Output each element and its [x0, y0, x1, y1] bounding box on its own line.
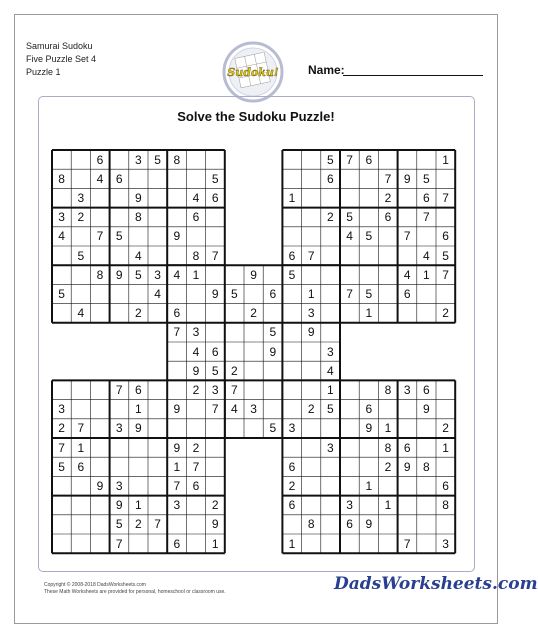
cell-given: 2: [327, 210, 334, 225]
cell-given: 3: [288, 421, 296, 436]
cell-given: 1: [442, 440, 449, 455]
cell-given: 6: [423, 190, 430, 205]
cell-given: 4: [192, 344, 200, 359]
cell-given: 7: [173, 325, 181, 340]
cell-given: 6: [192, 478, 200, 493]
cell-given: 2: [288, 478, 296, 493]
cell-given: 8: [307, 517, 315, 532]
cell-given: 6: [77, 459, 85, 474]
cell-given: 3: [442, 536, 449, 551]
cell-given: 5: [58, 286, 65, 301]
cell-given: 4: [346, 229, 353, 244]
cell-given: 1: [307, 286, 315, 301]
cell-given: 8: [192, 248, 200, 263]
cell-given: 6: [173, 536, 181, 551]
cell-given: 7: [211, 248, 219, 263]
cell-given: 1: [173, 459, 181, 474]
cell-given: 5: [423, 171, 430, 186]
cell-given: 7: [192, 459, 200, 474]
cell-given: 7: [115, 536, 123, 551]
cell-given: 9: [135, 190, 142, 205]
cell-given: 1: [192, 267, 200, 282]
cell-given: 7: [403, 536, 411, 551]
cell-given: 4: [423, 248, 430, 263]
cell-given: 3: [192, 325, 200, 340]
cell-given: 6: [173, 306, 181, 321]
cell-given: 2: [58, 421, 65, 436]
cell-given: 2: [211, 498, 219, 513]
cell-given: 9: [403, 459, 411, 474]
cell-given: 6: [365, 152, 373, 167]
cell-given: 4: [192, 190, 200, 205]
cell-given: 2: [250, 306, 257, 321]
cell-given: 6: [288, 498, 296, 513]
cell-given: 1: [135, 498, 142, 513]
cell-given: 6: [442, 229, 449, 244]
cell-given: 8: [384, 440, 392, 455]
cell-given: 2: [77, 210, 85, 225]
cell-given: 5: [269, 325, 277, 340]
instruction-heading: Solve the Sudoku Puzzle!: [177, 109, 335, 124]
cell-given: 2: [442, 306, 449, 321]
cell-given: 1: [423, 267, 430, 282]
cell-given: 3: [403, 382, 411, 397]
cell-given: 1: [288, 190, 296, 205]
cell-given: 9: [135, 421, 142, 436]
cell-given: 7: [307, 248, 315, 263]
cell-given: 3: [135, 152, 142, 167]
cell-given: 6: [269, 286, 277, 301]
cell-given: 9: [173, 229, 181, 244]
cell-given: 6: [288, 459, 296, 474]
cell-given: 6: [135, 382, 142, 397]
cell-given: 7: [423, 210, 430, 225]
cell-given: 3: [115, 478, 123, 493]
cell-given: 9: [250, 267, 257, 282]
cell-given: 8: [384, 382, 392, 397]
cell-given: 7: [346, 286, 353, 301]
cell-given: 4: [327, 363, 334, 378]
cell-given: 9: [269, 344, 277, 359]
cell-given: 3: [327, 440, 334, 455]
copyright-text: Copyright © 2008-2018 DadsWorksheets.com: [44, 582, 146, 588]
cell-given: 1: [77, 440, 85, 455]
puzzle-number: Puzzle 1: [26, 67, 61, 77]
cell-given: 5: [58, 459, 65, 474]
cell-given: 7: [231, 382, 238, 397]
worksheet-subtitle: Five Puzzle Set 4: [26, 54, 97, 64]
cell-given: 1: [211, 536, 219, 551]
name-label: Name:: [308, 63, 345, 77]
cell-given: 6: [403, 440, 411, 455]
cell-given: 7: [442, 190, 449, 205]
cell-given: 3: [211, 382, 219, 397]
cell-given: 5: [77, 248, 85, 263]
cell-given: 7: [173, 478, 181, 493]
cell-given: 2: [135, 517, 142, 532]
cell-given: 5: [327, 152, 334, 167]
cell-given: 5: [211, 363, 219, 378]
cell-given: 2: [442, 421, 449, 436]
cell-given: 2: [192, 440, 200, 455]
cell-given: 5: [365, 229, 373, 244]
cell-given: 8: [135, 210, 142, 225]
cell-given: 9: [96, 478, 104, 493]
cell-given: 5: [442, 248, 449, 263]
cell-given: 5: [288, 267, 296, 282]
cell-given: 2: [384, 459, 392, 474]
cell-given: 4: [231, 402, 238, 417]
cell-given: 5: [346, 210, 353, 225]
cell-given: 6: [96, 152, 104, 167]
brand-logo: DadsWorksheets.com: [334, 574, 538, 594]
cell-given: 7: [154, 517, 161, 532]
cell-given: 6: [365, 402, 373, 417]
cell-given: 9: [173, 440, 181, 455]
cell-given: 3: [58, 210, 65, 225]
cell-given: 3: [173, 498, 181, 513]
cell-given: 9: [423, 402, 430, 417]
cell-given: 3: [250, 402, 257, 417]
cell-given: 7: [403, 229, 411, 244]
cell-given: 4: [403, 267, 411, 282]
cell-given: 6: [423, 382, 430, 397]
cell-given: 9: [192, 363, 200, 378]
cell-given: 5: [135, 267, 142, 282]
cell-given: 6: [192, 210, 200, 225]
cell-given: 6: [442, 478, 449, 493]
cell-given: 1: [384, 498, 392, 513]
cell-given: 6: [327, 171, 334, 186]
cell-given: 4: [135, 248, 142, 263]
cell-given: 5: [365, 286, 373, 301]
cell-given: 9: [307, 325, 315, 340]
cell-given: 9: [115, 498, 123, 513]
worksheet-title: Samurai Sudoku: [26, 41, 93, 51]
cell-given: 1: [365, 306, 373, 321]
cell-given: 2: [231, 363, 238, 378]
cell-given: 6: [211, 190, 219, 205]
cell-given: 1: [442, 152, 449, 167]
cell-given: 2: [384, 190, 392, 205]
cell-given: 1: [384, 421, 392, 436]
cell-given: 5: [115, 229, 123, 244]
cell-given: 7: [96, 229, 104, 244]
cell-given: 9: [365, 517, 373, 532]
cell-given: 2: [192, 382, 200, 397]
cell-given: 4: [96, 171, 104, 186]
cell-given: 9: [403, 171, 411, 186]
cell-given: 4: [173, 267, 181, 282]
cell-given: 2: [135, 306, 142, 321]
cell-given: 3: [327, 344, 334, 359]
cell-given: 7: [115, 382, 123, 397]
cell-given: 9: [211, 517, 219, 532]
cell-given: 5: [154, 152, 161, 167]
cell-given: 7: [442, 267, 449, 282]
cell-given: 6: [211, 344, 219, 359]
cell-given: 9: [365, 421, 373, 436]
logo-text: Sudoku!: [227, 66, 279, 79]
cell-given: 6: [403, 286, 411, 301]
cell-given: 9: [211, 286, 219, 301]
cell-given: 7: [384, 171, 392, 186]
cell-given: 2: [307, 402, 315, 417]
cell-given: 3: [115, 421, 123, 436]
cell-given: 4: [154, 286, 161, 301]
cell-given: 8: [173, 152, 181, 167]
cell-given: 3: [154, 267, 161, 282]
cell-given: 6: [288, 248, 296, 263]
cell-given: 5: [115, 517, 123, 532]
cell-given: 6: [115, 171, 123, 186]
cell-given: 1: [365, 478, 373, 493]
cell-given: 4: [77, 306, 85, 321]
cell-given: 5: [327, 402, 334, 417]
cell-given: 1: [135, 402, 142, 417]
cell-given: 9: [173, 402, 181, 417]
cell-given: 8: [442, 498, 449, 513]
cell-given: 3: [307, 306, 315, 321]
cell-given: 3: [77, 190, 85, 205]
cell-given: 3: [58, 402, 65, 417]
cell-given: 7: [211, 402, 219, 417]
cell-given: 4: [58, 229, 65, 244]
cell-given: 8: [96, 267, 104, 282]
cell-given: 5: [211, 171, 219, 186]
cell-given: 7: [58, 440, 65, 455]
cell-given: 9: [115, 267, 123, 282]
cell-given: 1: [327, 382, 334, 397]
cell-given: 8: [58, 171, 65, 186]
cell-given: 7: [77, 421, 85, 436]
cell-given: 5: [231, 286, 238, 301]
cell-given: 7: [346, 152, 353, 167]
cell-given: 3: [346, 498, 353, 513]
cell-given: 8: [423, 459, 430, 474]
cell-given: 6: [346, 517, 353, 532]
cell-given: 1: [288, 536, 296, 551]
cell-given: 6: [384, 210, 392, 225]
cell-given: 5: [269, 421, 277, 436]
footer-copyright: [44, 582, 226, 596]
usage-text: These Math Worksheets are provided for personal, homeschool or classroom use.: [44, 589, 226, 595]
